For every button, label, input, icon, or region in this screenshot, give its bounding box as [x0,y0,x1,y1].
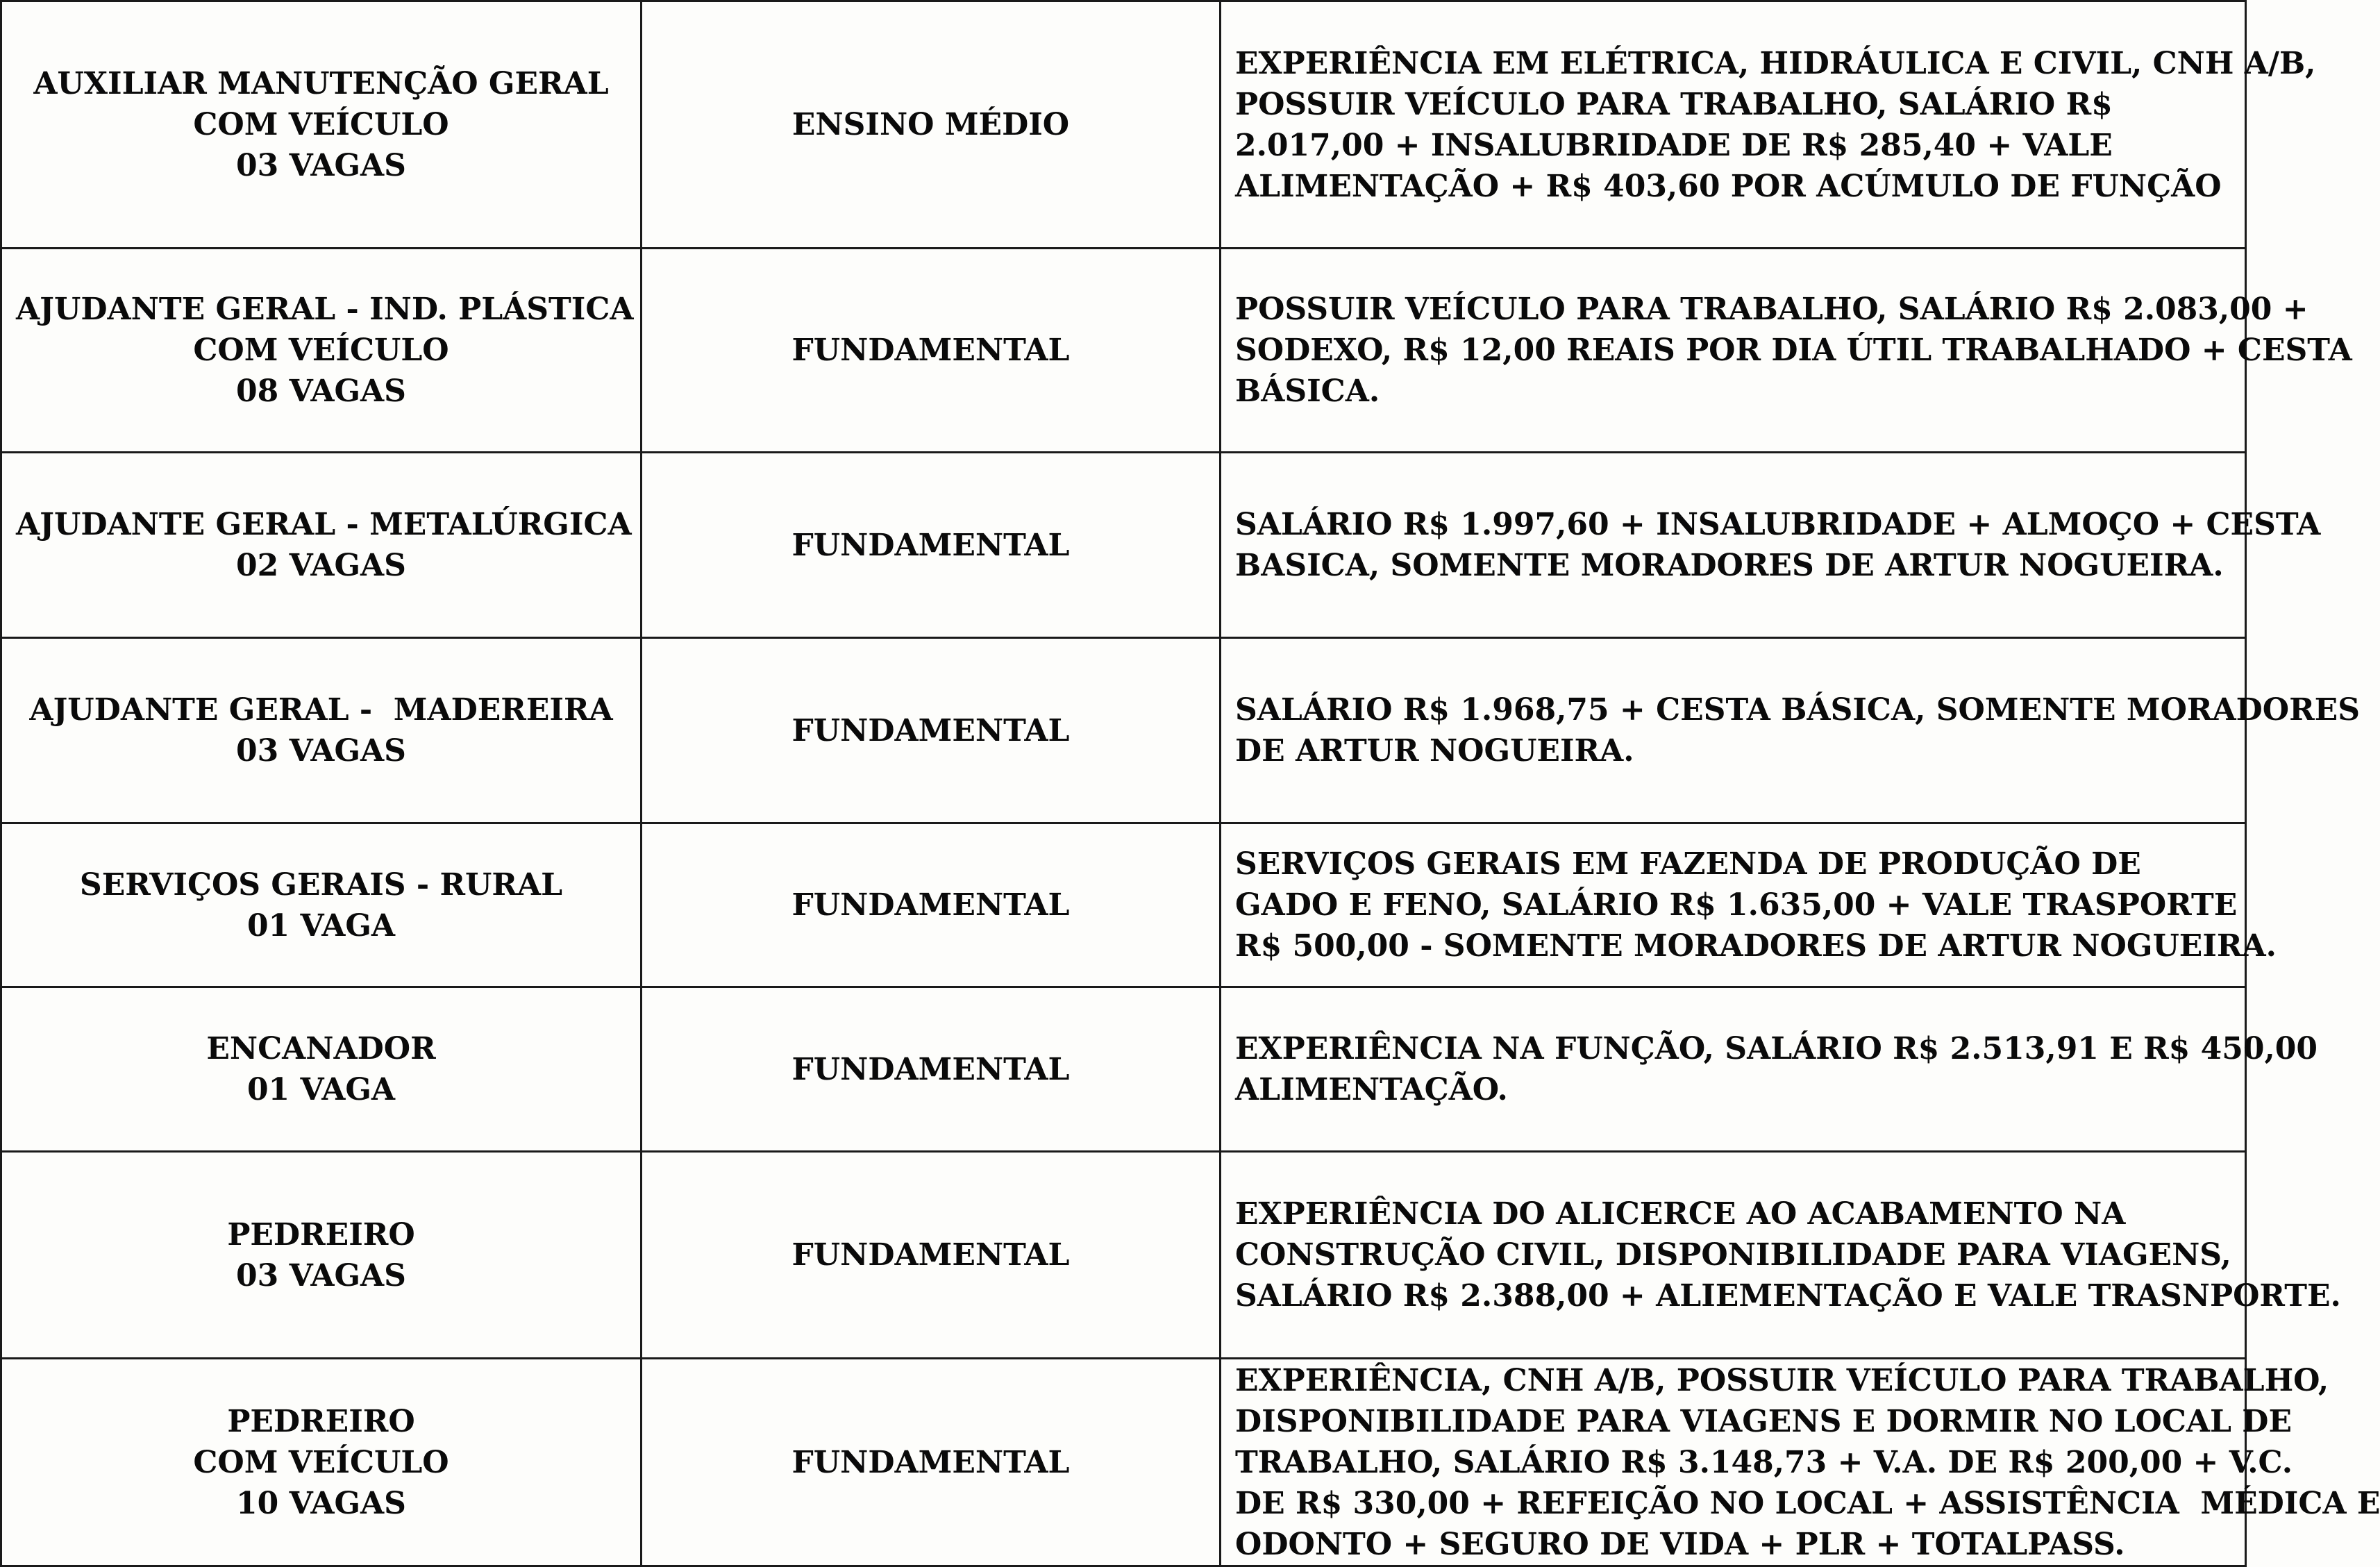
table-row [1,638,2246,823]
description-line: EXPERIÊNCIA EM ELÉTRICA, HIDRÁULICA E CIVIL, CNH A/B, [1235,45,2316,81]
job-title-line: PEDREIRO [227,1216,415,1252]
description-line: GADO E FENO, SALÁRIO R$ 1.635,00 + VALE TRASPORTE [1235,887,2238,923]
description-line: 2.017,00 + INSALUBRIDADE DE R$ 285,40 + VALE [1235,127,2113,163]
job-title-line: ENCANADOR [206,1031,436,1066]
description-cell [1221,453,2321,638]
description-line: BÁSICA. [1235,374,1380,409]
job-title-line: AJUDANTE GERAL - IND. PLÁSTICA [16,292,634,327]
job-title-line: AUXILIAR MANUTENÇÃO GERAL [33,66,609,101]
description-line: SERVIÇOS GERAIS EM FAZENDA DE PRODUÇÃO DE [1235,846,2141,882]
description-line: POSSUIR VEÍCULO PARA TRABALHO, SALÁRIO R$ [1235,86,2113,122]
job-title-cell [1,1,642,249]
education-cell: FUNDAMENTAL [642,1359,1221,1566]
description-cell [1221,1,2316,249]
description-line: EXPERIÊNCIA DO ALICERCE AO ACABAMENTO NA [1235,1196,2126,1232]
table-row [1,1359,2246,1566]
job-title-cell [1,453,642,638]
table-row [1,987,2246,1152]
education-cell: FUNDAMENTAL [642,638,1221,823]
description-cell [1221,987,2318,1152]
description-cell [1221,1152,2341,1359]
job-vacancies: 08 VAGAS [236,374,406,409]
description-line: ALIMENTAÇÃO. [1235,1072,1508,1107]
job-title-cell [1,1152,642,1359]
table-row [1,1,2246,249]
job-vacancies: 03 VAGAS [236,1257,406,1293]
job-title-line: SERVIÇOS GERAIS - RURAL [79,866,563,903]
education-cell: FUNDAMENTAL [642,823,1221,987]
job-vacancies: 03 VAGAS [236,148,406,183]
description-line: BASICA, SOMENTE MORADORES DE ARTUR NOGUEIRA. [1235,548,2224,583]
job-title-line: COM VEÍCULO [193,107,449,142]
description-cell [1221,249,2352,453]
education-cell: FUNDAMENTAL [642,1152,1221,1359]
description-line: SODEXO, R$ 12,00 REAIS POR DIA ÚTIL TRABALHADO + CESTA [1235,333,2352,368]
description-line: ODONTO + SEGURO DE VIDA + PLR + TOTALPASS. [1235,1526,2125,1562]
description-line: TRABALHO, SALÁRIO R$ 3.148,73 + V.A. DE R$ 200,00 + V.C. [1235,1444,2293,1480]
description-cell [1221,638,2360,823]
job-vacancies: 01 VAGA [246,907,396,944]
table-row [1,249,2246,453]
education-cell: FUNDAMENTAL [642,453,1221,638]
job-title-cell [1,1359,642,1566]
job-title-cell [1,638,642,823]
description-line: SALÁRIO R$ 2.388,00 + ALIEMENTAÇÃO E VALE TRASNPORTE. [1235,1278,2341,1314]
job-title-line: COM VEÍCULO [193,333,449,368]
description-line: POSSUIR VEÍCULO PARA TRABALHO, SALÁRIO R$ 2.083,00 + [1235,292,2308,327]
description-line: R$ 500,00 - SOMENTE MORADORES DE ARTUR NOGUEIRA. [1235,928,2277,964]
description-line: SALÁRIO R$ 1.968,75 + CESTA BÁSICA, SOMENTE MORADORES [1235,692,2360,728]
job-title-cell [1,987,642,1152]
description-line: DISPONIBILIDADE PARA VIAGENS E DORMIR NO LOCAL DE [1235,1403,2292,1439]
job-vacancies: 10 VAGAS [236,1485,406,1521]
job-vacancies: 03 VAGAS [236,733,406,769]
education-cell: FUNDAMENTAL [642,249,1221,453]
job-title-line: AJUDANTE GERAL - MADEREIRA [29,692,613,728]
table-row [1,823,2246,987]
job-vacancies: 02 VAGAS [236,548,406,583]
description-line: CONSTRUÇÃO CIVIL, DISPONIBILIDADE PARA VIAGENS, [1235,1237,2231,1273]
description-line: EXPERIÊNCIA NA FUNÇÃO, SALÁRIO R$ 2.513,91 E R$ 450,00 [1235,1031,2318,1066]
job-vacancies: 01 VAGA [246,1072,396,1107]
description-cell [1221,1359,2380,1566]
job-title-line: PEDREIRO [227,1403,415,1439]
table-row [1,453,2246,638]
description-line: EXPERIÊNCIA, CNH A/B, POSSUIR VEÍCULO PARA TRABALHO, [1235,1362,2329,1398]
job-title-cell [1,249,642,453]
job-title-line: COM VEÍCULO [193,1444,449,1480]
job-title-line: AJUDANTE GERAL - METALÚRGICA [16,507,632,542]
description-line: ALIMENTAÇÃO + R$ 403,60 POR ACÚMULO DE FUNÇÃO [1235,168,2222,204]
table-row [1,1152,2246,1359]
description-line: SALÁRIO R$ 1.997,60 + INSALUBRIDADE + ALMOÇO + CESTA [1235,507,2321,542]
education-cell: FUNDAMENTAL [642,987,1221,1152]
description-line: DE R$ 330,00 + REFEIÇÃO NO LOCAL + ASSISTÊNCIA MÉDICA E [1235,1485,2380,1521]
job-title-cell [1,823,642,987]
description-cell [1221,823,2277,987]
education-cell: ENSINO MÉDIO [642,1,1221,249]
description-line: DE ARTUR NOGUEIRA. [1235,733,1634,769]
